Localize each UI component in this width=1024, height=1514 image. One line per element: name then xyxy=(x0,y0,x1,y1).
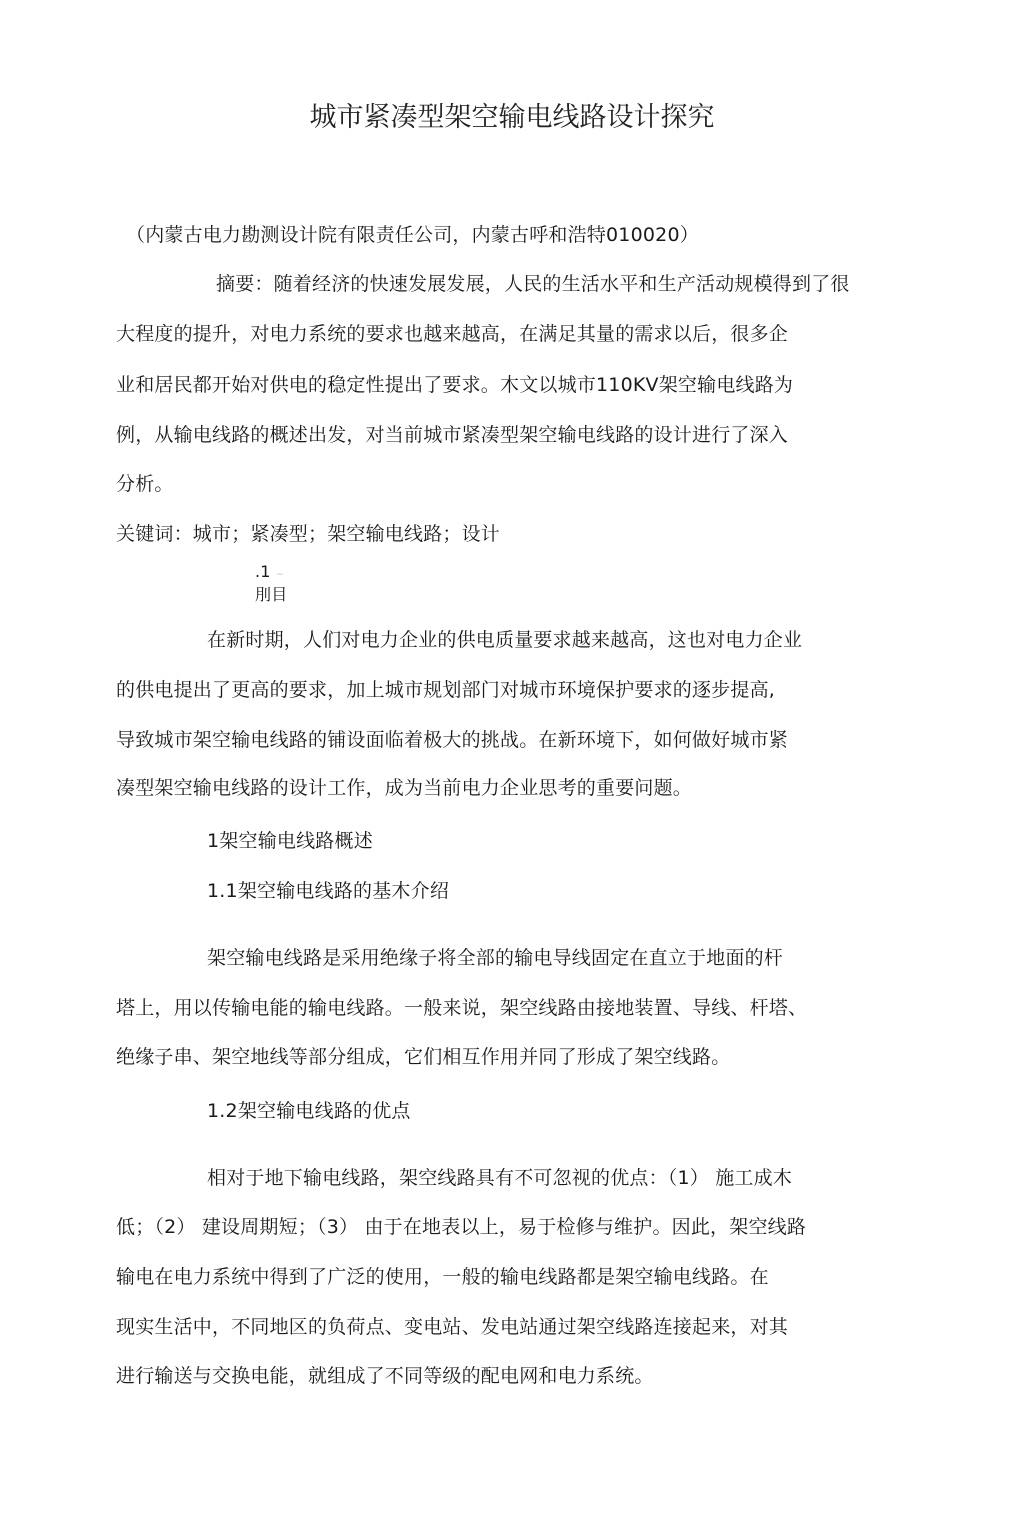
abstract-line: 例，从输电线路的概述出发，对当前城市紧凑型架空输电线路的设计进行了深入 xyxy=(116,424,789,446)
intro-line: 导致城市架空输电线路的铺设面临着极大的挑战。在新环境下，如何做好城市紧 xyxy=(116,729,789,751)
keywords: 关键词：城市；紧凑型；架空输电线路；设计 xyxy=(116,523,501,545)
body-line: 绝缘子串、架空地线等部分组成，它们相互作用并同了形成了架空线路。 xyxy=(116,1046,731,1068)
document-title: 城市紧凑型架空输电线路设计探究 xyxy=(309,102,715,133)
body-line: 低；（2） 建设周期短；（3） 由于在地表以上，易于检修与维护。因此，架空线路 xyxy=(116,1216,807,1238)
abstract-line: 分析。 xyxy=(116,473,174,495)
intro-line: 凑型架空输电线路的设计工作，成为当前电力企业思考的重要问题。 xyxy=(116,777,693,799)
intro-line: 的供电提出了更高的要求，加上城市规划部门对城市环境保护要求的逐步提高, xyxy=(116,679,776,701)
section-number: .1 xyxy=(255,562,271,581)
abstract-line: 大程度的提升，对电力系统的要求也越来越高，在满足其量的需求以后，很多企 xyxy=(116,323,789,345)
author-affiliation: （内蒙古电力勘测设计院有限责任公司，内蒙古呼和浩特010020） xyxy=(126,224,699,246)
subsection-heading: 1.2架空输电线路的优点 xyxy=(207,1100,411,1122)
section-heading: 1架空输电线路概述 xyxy=(207,830,373,852)
body-line: 相对于地下输电线路，架空线路具有不可忽视的优点：（1） 施工成木 xyxy=(207,1167,793,1189)
body-line: 进行输送与交换电能，就组成了不同等级的配电网和电力系统。 xyxy=(116,1365,654,1387)
section-title: 刖目 xyxy=(255,585,288,604)
abstract-line: 摘要：随着经济的快速发展发展，人民的生活水平和生产活动规模得到了很 xyxy=(216,273,850,295)
body-line: 架空输电线路是采用绝缘子将全部的输电导线固定在直立于地面的杆 xyxy=(207,947,784,969)
intro-line: 在新时期，人们对电力企业的供电质量要求越来越高，这也对电力企业 xyxy=(207,629,803,651)
body-line: 现实生活中，不同地区的负荷点、变电站、发电站通过架空线路连接起来，对其 xyxy=(116,1316,789,1338)
section-mark: ~ xyxy=(276,570,284,580)
body-line: 输电在电力系统中得到了广泛的使用，一般的输电线路都是架空输电线路。在 xyxy=(116,1266,769,1288)
body-line: 塔上，用以传输电能的输电线路。一般来说，架空线路由接地装置、导线、杆塔、 xyxy=(116,997,808,1019)
abstract-line: 业和居民都开始对供电的稳定性提出了要求。木文以城市110KV架空输电线路为 xyxy=(116,374,794,396)
subsection-heading: 1.1架空输电线路的基木介绍 xyxy=(207,880,450,902)
